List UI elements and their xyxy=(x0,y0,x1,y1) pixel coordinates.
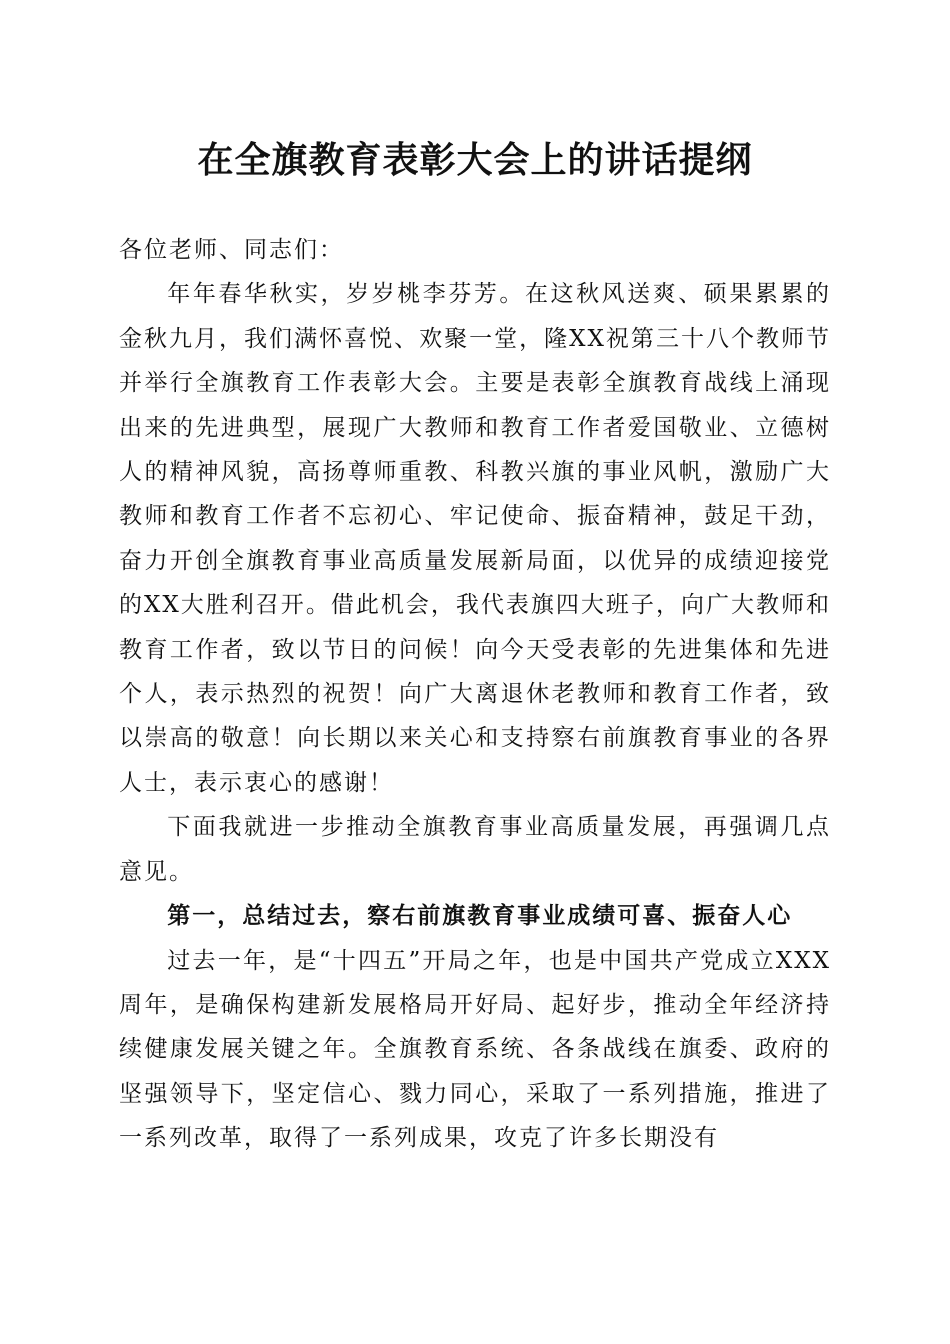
document-body xyxy=(119,228,831,1161)
salutation: 各位老师、同志们： xyxy=(119,237,344,263)
document-title: 在全旗教育表彰大会上的讲话提纲 xyxy=(197,139,753,181)
section-paragraph: 过去一年，是“十四五”开局之年，也是中国共产党成立XXX周年，是确保构建新发展格局开好局、起好步，推动全年经济持续健康发展关键之年。全旗教育系统、各条战线在旗委、政府的坚强领导下，坚定信心、戮力同心，采取了一系列措施，推进了一系列改革，取得了一系列成果，攻克了许多长期没有 xyxy=(119,947,831,1152)
paragraph-transition: 下面我就进一步推动全旗教育事业高质量发展，再强调几点意见。 xyxy=(119,814,831,885)
section-heading: 第一，总结过去，察右前旗教育事业成绩可喜、振奋人心 xyxy=(167,902,793,930)
paragraph-opening: 年年春华秋实，岁岁桃李芬芳。在这秋风送爽、硕果累累的金秋九月，我们满怀喜悦、欢聚一堂，隆XX祝第三十八个教师节并举行全旗教育工作表彰大会。主要是表彰全旗教育战线上涌现出来的先进典型，展现广大教师和教育工作者爱国敬业、立德树人的精神风貌，高扬尊师重教、科教兴旗的事业风帆，激励广大教师和教育工作者不忘初心、牢记使命、振奋精神，鼓足干劲，奋力开创全旗教育事业高质量发展新局面，以优异的成绩迎接党的XX大胜利召开。借此机会，我代表旗四大班子，向广大教师和教育工作者，致以节日的问候！向今天受表彰的先进集体和先进个人，表示热烈的祝贺！向广大离退休老教师和教育工作者，致以崇高的敬意！向长期以来关心和支持察右前旗教育事业的各界人士，表示衷心的感谢！ xyxy=(119,281,831,796)
